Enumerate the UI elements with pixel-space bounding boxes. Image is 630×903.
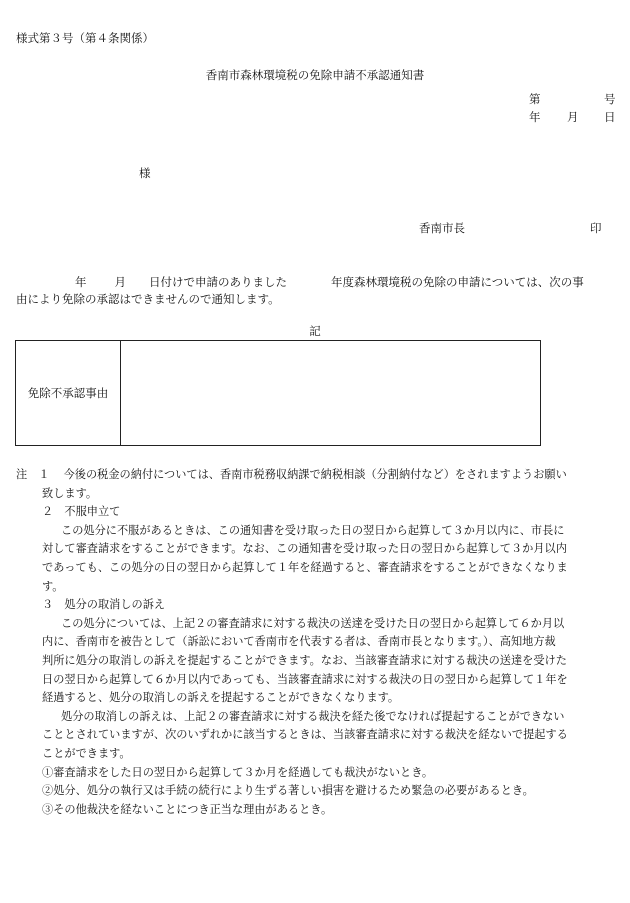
body-fiscal-text: 年度森林環境税の免除の申請については、次の事: [331, 275, 584, 289]
note-2-para-line2: 対して審査請求をすることができます。なお、この通知書を受け取った日の翌日から起算して３か月以内: [42, 542, 567, 556]
document-title: 香南市森林環境税の免除申請不承認通知書: [205, 68, 425, 82]
note-3-para-line1: この処分については、上記２の審査請求に対する裁決の送達を受けた日の翌日から起算して６か月以: [61, 616, 565, 630]
date-day-label: 日: [604, 110, 616, 124]
reason-table: [15, 340, 541, 446]
body-year-label: 年: [75, 275, 87, 289]
body-date-text: 日付けで申請のありました: [149, 275, 287, 289]
notice-body-line1: [16, 274, 616, 291]
note-1-text: 今後の税金の納付については、香南市税務収納課で納税相談（分割納付など）をされますようお願い: [63, 468, 567, 481]
number-go-label: 号: [604, 92, 616, 106]
addressee-sama: 様: [139, 166, 151, 180]
note-3-para-line4: 日の翌日から起算して６か月以内であっても、当該審査請求に対する裁決の日の翌日から起算して１年を: [42, 672, 568, 686]
condition-item-3: ③その他裁決を経ないことにつき正当な理由があるとき。: [42, 802, 333, 816]
reason-value: [121, 341, 541, 446]
note-1-line2: 致します。: [42, 486, 98, 500]
condition-item-1: ①審査請求をした日の翌日から起算して３か月を経過しても裁決がないとき。: [42, 765, 434, 779]
issue-date-line: [529, 110, 615, 124]
note-1-line1: [16, 466, 616, 485]
date-year-label: 年: [529, 110, 541, 124]
note-3-para2-line3: ことができます。: [42, 746, 131, 760]
form-number: 様式第３号（第４条関係）: [16, 31, 154, 45]
body-month-label: 月: [114, 275, 126, 289]
note-3-para2-line2: こととされていますが、次のいずれかに該当するときは、当該審査請求に対する裁決を経ないで提起する: [42, 728, 568, 742]
notice-body-line2: 由により免除の承認はできませんので通知します。: [16, 291, 280, 306]
issuer-name: 香南市長: [419, 221, 465, 235]
ki-heading: 記: [309, 324, 321, 338]
note-2-title: ２ 不服申立て: [42, 505, 121, 519]
note-3-title: ３ 処分の取消しの訴え: [42, 598, 166, 612]
seal-mark: 印: [590, 221, 602, 235]
note-3-para2-line1: 処分の取消しの訴えは、上記２の審査請求に対する裁決を経た後でなければ提起することができない: [61, 709, 565, 723]
reason-label: 免除不承認事由: [16, 341, 121, 446]
note-3-para-line2: 内に、香南市を被告として（訴訟において香南市を代表する者は、香南市長となります。）、高知地方裁: [42, 635, 556, 649]
note-2-para-line1: この処分に不服があるときは、この通知書を受け取った日の翌日から起算して３か月以内に、市長に: [61, 523, 565, 537]
notes-section: [16, 466, 616, 819]
condition-item-2: ②処分、処分の執行又は手続の続行により生ずる著しい損害を避けるため緊急の必要があるとき。: [42, 784, 534, 798]
note-3-para-line3: 判所に処分の取消しの訴えを提起することができます。なお、当該審査請求に対する裁決の送達を受けた: [42, 653, 567, 667]
notice-body: [16, 274, 616, 307]
note-2-para-line3: であっても、この処分の日の翌日から起算して１年を経過すると、審査請求をすることができなくなりま: [42, 560, 568, 574]
note-1-prefix: 注 １: [16, 468, 50, 481]
note-3-para-line5: 経過すると、処分の取消しの訴えを提起することができなくなります。: [42, 691, 400, 705]
note-2-para-line4: す。: [42, 579, 64, 593]
number-dai-label: 第: [529, 92, 541, 106]
date-month-label: 月: [567, 110, 579, 124]
